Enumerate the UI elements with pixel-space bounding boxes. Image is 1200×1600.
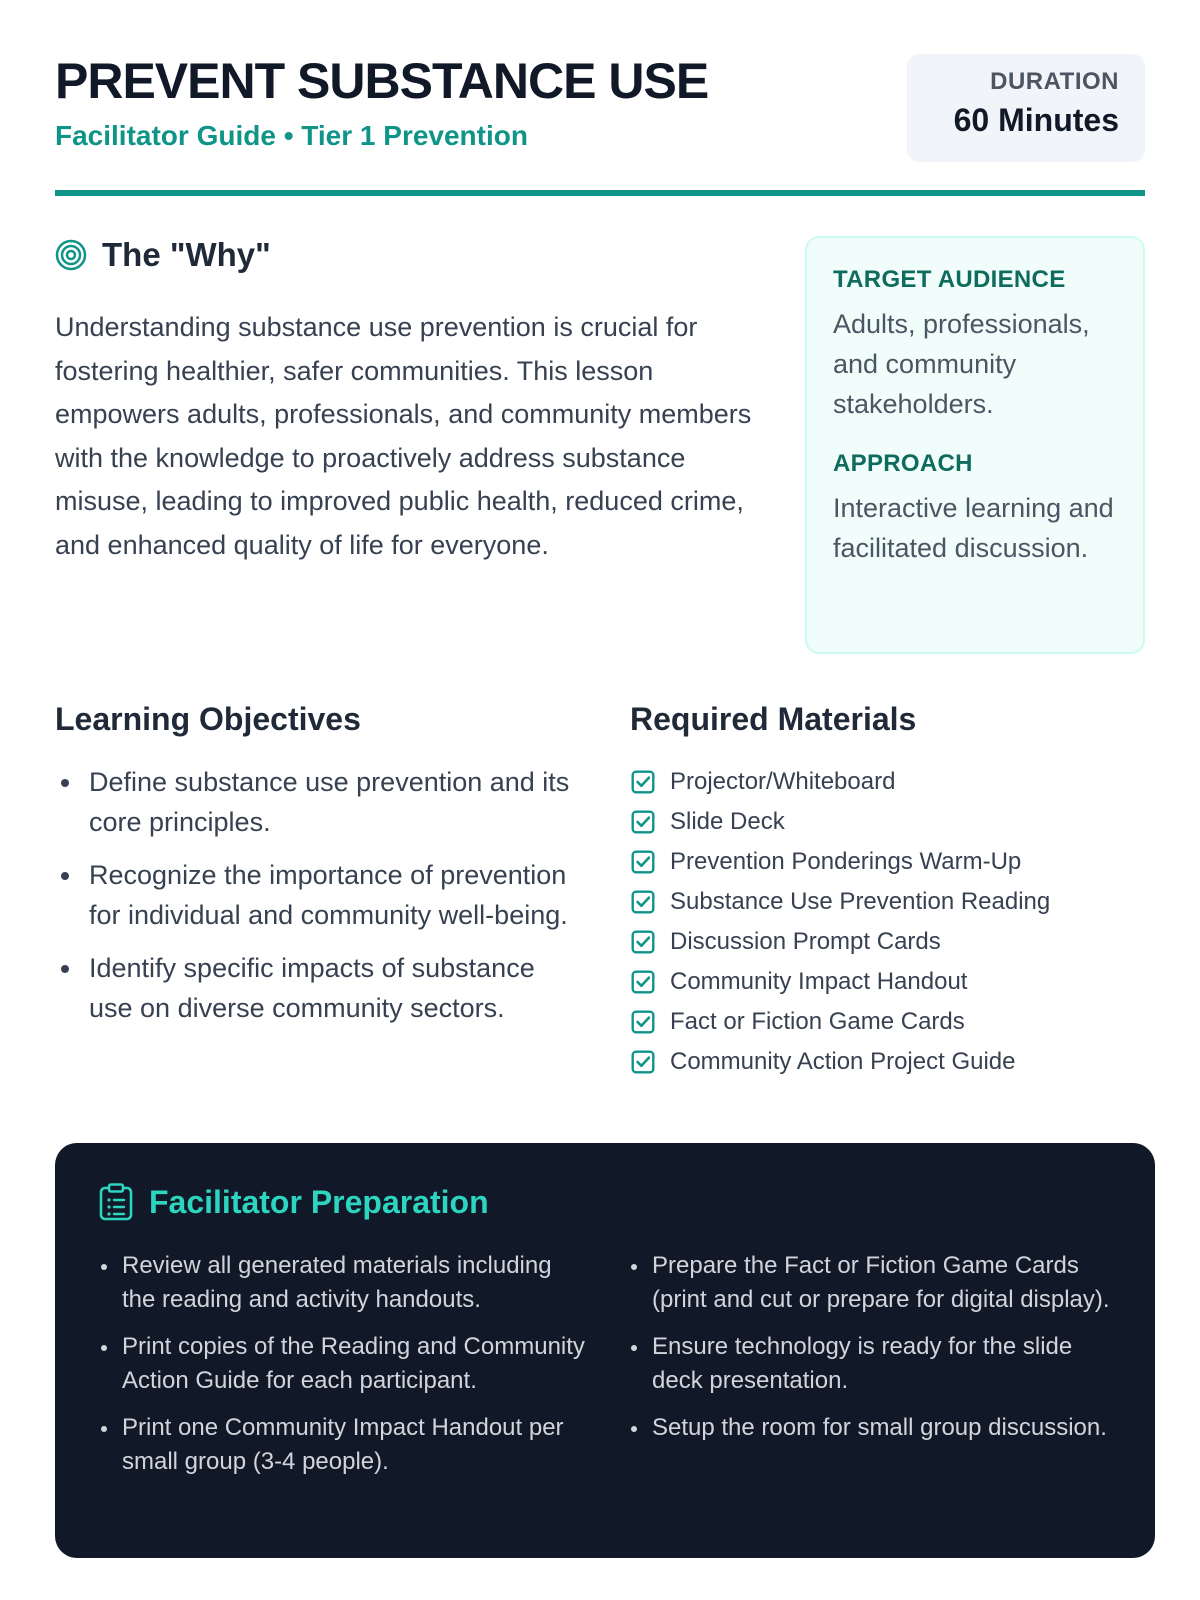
list-item [630, 1002, 1150, 1042]
preparation-text: Prepare the Fact or Fiction Game Cards (print and cut or prepare for digital display). [652, 1252, 1110, 1313]
preparation-list-right [629, 1249, 1119, 1445]
bullet-dot [101, 1345, 107, 1351]
list-item [630, 882, 1150, 922]
target-audience-text: Adults, professionals, and community stakeholders. [833, 309, 1090, 419]
objectives-materials-section [55, 666, 1145, 1136]
check-square-icon [630, 769, 656, 795]
why-heading [55, 236, 271, 274]
why-section [55, 196, 1145, 666]
check-square-icon [630, 929, 656, 955]
preparation-text: Setup the room for small group discussion. [652, 1414, 1107, 1441]
page-header [55, 0, 1145, 196]
list-item [99, 1411, 589, 1479]
preparation-heading [99, 1183, 1111, 1221]
check-square-icon [630, 1049, 656, 1075]
list-item [99, 1330, 589, 1398]
list-item [630, 842, 1150, 882]
list-item [630, 802, 1150, 842]
check-square-icon [630, 1009, 656, 1035]
duration-value: 60 Minutes [953, 102, 1119, 138]
list-item [629, 1411, 1119, 1445]
objectives-list [55, 762, 575, 1028]
target-audience-label: TARGET AUDIENCE [833, 266, 1066, 293]
why-body-text: Understanding substance use prevention is crucial for fostering healthier, safer communities. This lesson empowers adults, professionals, and community members with the knowledge to proactively address substance misuse, leading to improved public health, reduced crime, and enhanced quality of life for everyone. [55, 312, 752, 560]
list-item [99, 1249, 589, 1317]
why-title: The "Why" [102, 236, 271, 273]
list-item [630, 1042, 1150, 1082]
materials-heading: Required Materials [630, 701, 917, 737]
approach-text: Interactive learning and facilitated discussion. [833, 493, 1114, 563]
material-text: Community Impact Handout [670, 968, 968, 995]
preparation-title: Facilitator Preparation [149, 1183, 489, 1220]
material-text: Substance Use Prevention Reading [670, 888, 1051, 915]
bullet-dot [631, 1264, 637, 1270]
objectives-heading: Learning Objectives [55, 701, 361, 737]
objective-text: Identify specific impacts of substance use on diverse community sectors. [89, 953, 535, 1023]
check-square-icon [630, 969, 656, 995]
objective-text: Define substance use prevention and its core principles. [89, 767, 570, 837]
list-item [630, 762, 1150, 802]
list-item [629, 1330, 1119, 1398]
preparation-text: Review all generated materials including the reading and activity handouts. [122, 1252, 552, 1313]
learning-objectives [55, 701, 575, 1041]
list-item [55, 948, 575, 1028]
audience-approach-card [805, 236, 1145, 654]
duration-badge [907, 54, 1145, 162]
list-item [629, 1249, 1119, 1317]
preparation-left-column [99, 1249, 589, 1492]
objective-text: Recognize the importance of prevention for individual and community well-being. [89, 860, 568, 930]
material-text: Community Action Project Guide [670, 1048, 1016, 1075]
preparation-columns [99, 1249, 1111, 1509]
bullet-dot [101, 1264, 107, 1270]
preparation-list-left [99, 1249, 589, 1479]
material-text: Fact or Fiction Game Cards [670, 1008, 965, 1035]
required-materials [630, 701, 1150, 1082]
material-text: Slide Deck [670, 808, 785, 835]
list-item [630, 922, 1150, 962]
materials-list [630, 762, 1150, 1082]
bullet-dot [101, 1426, 107, 1432]
bullet-dot [61, 965, 69, 973]
bullet-dot [631, 1426, 637, 1432]
target-icon [55, 239, 87, 271]
check-square-icon [630, 809, 656, 835]
preparation-text: Ensure technology is ready for the slide deck presentation. [652, 1333, 1073, 1394]
list-item [55, 855, 575, 935]
list-item [630, 962, 1150, 1002]
check-square-icon [630, 849, 656, 875]
material-text: Discussion Prompt Cards [670, 928, 941, 955]
preparation-text: Print copies of the Reading and Community Action Guide for each participant. [122, 1333, 585, 1394]
bullet-dot [631, 1345, 637, 1351]
page-subtitle: Facilitator Guide • Tier 1 Prevention [55, 120, 528, 151]
duration-label: DURATION [990, 68, 1119, 95]
preparation-right-column [629, 1249, 1119, 1458]
material-text: Projector/Whiteboard [670, 768, 896, 795]
material-text: Prevention Ponderings Warm-Up [670, 848, 1022, 875]
bullet-dot [61, 779, 69, 787]
clipboard-icon [99, 1183, 133, 1221]
check-square-icon [630, 889, 656, 915]
list-item [55, 762, 575, 842]
preparation-text: Print one Community Impact Handout per small group (3-4 people). [122, 1414, 564, 1475]
approach-label: APPROACH [833, 450, 973, 477]
facilitator-preparation-panel [55, 1143, 1155, 1558]
bullet-dot [61, 872, 69, 880]
page-title: PREVENT SUBSTANCE USE [55, 53, 709, 109]
